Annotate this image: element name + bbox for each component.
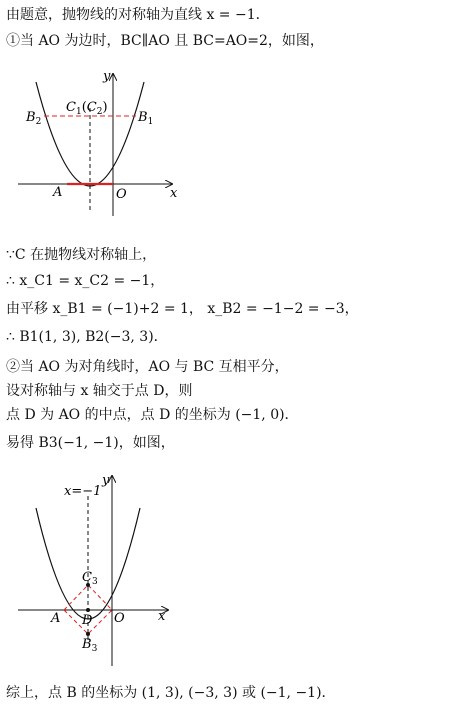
label-d: D [82,613,93,628]
text-line-1: 由题意，抛物线的对称轴为直线 x = −1． [6,7,270,23]
text-line-9: 点 D 为 AO 的中点，点 D 的坐标为 (−1, 0)． [6,407,299,423]
text-line-4: ∴ x_C1 = x_C2 = −1， [6,273,165,289]
label-origin: O [116,187,127,202]
label-a: A [53,185,63,200]
label-a-2: A [51,611,61,626]
text-line-3: ∵C 在抛物线对称轴上， [6,247,157,263]
label-x: x [170,186,178,201]
label-x-2: x [158,609,166,624]
label-c3: $C_3$ [82,570,98,587]
label-symmetry-axis: x=−1 [64,484,102,499]
parabola-curve [36,82,144,186]
label-y: y [103,69,111,84]
text-line-10: 易得 B3(−1, −1)，如图， [6,435,175,451]
label-b3: $B_3$ [82,637,98,654]
text-line-8: 设对称轴与 x 轴交于点 D，则 [6,383,193,399]
text-line-11: 综上，点 B 的坐标为 (1, 3), (−3, 3) 或 (−1, −1)． [6,685,336,701]
text-line-7: ②当 AO 为对角线时，AO 与 BC 互相平分， [6,359,289,375]
label-b1: $B_1$ [138,110,154,127]
text-line-5: 由平移 x_B1 = (−1)+2 = 1， x_B2 = −1−2 = −3， [6,301,359,317]
figure-1-parabola-graph [0,68,200,218]
point-b3 [86,632,90,636]
figure-2-parabola-graph [0,470,200,670]
text-line-2: ①当 AO 为边时，BC∥AO 且 BC=AO=2，如图， [6,33,324,49]
text-line-6: ∴ B1(1, 3), B2(−3, 3)． [6,329,168,345]
label-b2: $B_2$ [26,110,42,127]
point-d [86,608,90,612]
label-y-2: y [102,473,110,488]
label-c1-c2: $C_1(C_2)$ [66,100,108,117]
label-origin-2: O [114,611,125,626]
